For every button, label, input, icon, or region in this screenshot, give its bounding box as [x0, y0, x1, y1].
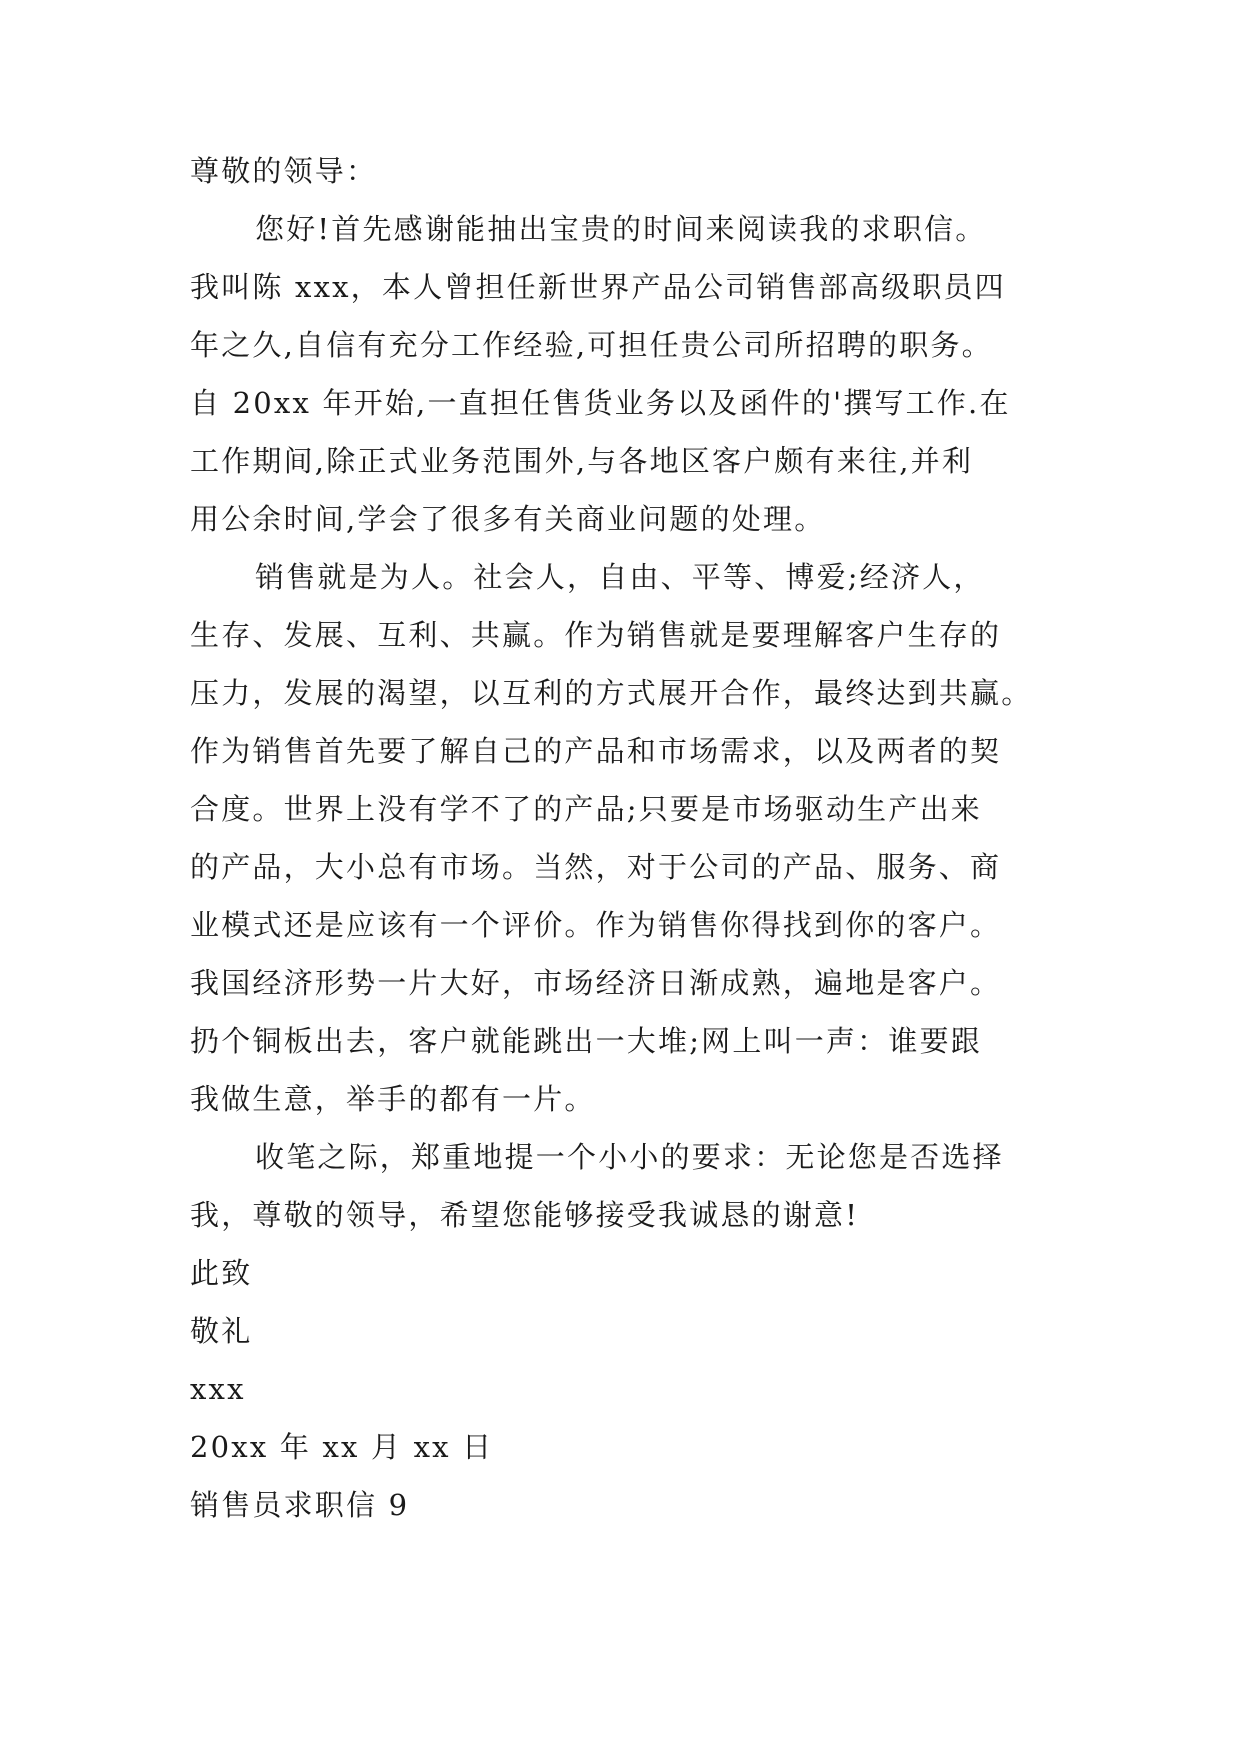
paragraph-1-line-4: 自 20xx 年开始,一直担任售货业务以及函件的'撰写工作.在	[190, 386, 1011, 420]
paragraph-1-line-6: 用公余时间,学会了很多有关商业问题的处理。	[190, 502, 826, 536]
paragraph-1-line-1: 您好!首先感谢能抽出宝贵的时间来阅读我的求职信。	[255, 212, 987, 246]
signature-date: 20xx 年 xx 月 xx 日	[190, 1430, 494, 1464]
paragraph-3-line-1: 收笔之际，郑重地提一个小小的要求：无论您是否选择	[255, 1140, 1004, 1174]
closing-jingli: 敬礼	[190, 1314, 253, 1348]
next-section-title: 销售员求职信 9	[190, 1488, 410, 1522]
paragraph-2-line-4: 作为销售首先要了解自己的产品和市场需求，以及两者的契	[190, 734, 1002, 768]
paragraph-3-line-2: 我，尊敬的领导，希望您能够接受我诚恳的谢意!	[190, 1198, 860, 1232]
paragraph-2-line-1: 销售就是为人。社会人，自由、平等、博爱;经济人，	[255, 560, 985, 594]
paragraph-2-line-5: 合度。世界上没有学不了的产品;只要是市场驱动生产出来	[190, 792, 982, 826]
paragraph-1-line-5: 工作期间,除正式业务范围外,与各地区客户颇有来往,并利	[190, 444, 974, 478]
closing-cizhi: 此致	[190, 1256, 253, 1290]
paragraph-2-line-3: 压力，发展的渴望，以互利的方式展开合作，最终达到共赢。	[190, 676, 1033, 710]
paragraph-2-line-8: 我国经济形势一片大好，市场经济日渐成熟，遍地是客户。	[190, 966, 1002, 1000]
paragraph-2-line-2: 生存、发展、互利、共赢。作为销售就是要理解客户生存的	[190, 618, 1002, 652]
signature-name: xxx	[190, 1372, 246, 1406]
paragraph-2-line-9: 扔个铜板出去，客户就能跳出一大堆;网上叫一声：谁要跟	[190, 1024, 982, 1058]
paragraph-2-line-7: 业模式还是应该有一个评价。作为销售你得找到你的客户。	[190, 908, 1002, 942]
salutation: 尊敬的领导：	[190, 154, 378, 188]
paragraph-1-line-2: 我叫陈 xxx，本人曾担任新世界产品公司销售部高级职员四	[190, 270, 1006, 304]
paragraph-2-line-6: 的产品，大小总有市场。当然，对于公司的产品、服务、商	[190, 850, 1002, 884]
paragraph-1-line-3: 年之久,自信有充分工作经验,可担任贵公司所招聘的职务。	[190, 328, 993, 362]
paragraph-2-line-10: 我做生意，举手的都有一片。	[190, 1082, 596, 1116]
